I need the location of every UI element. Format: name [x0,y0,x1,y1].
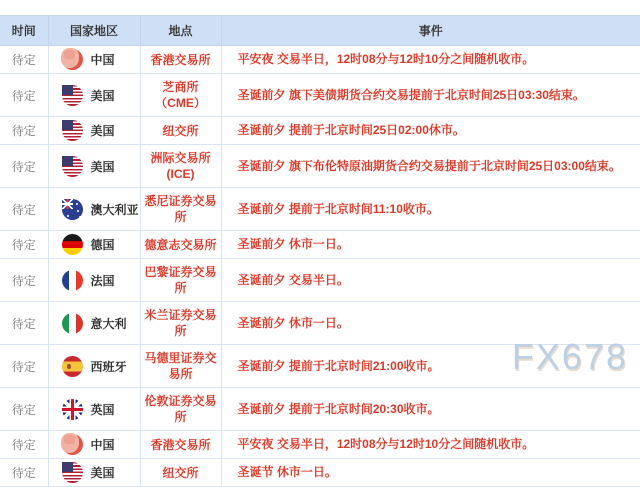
col-header-location: 地点 [140,16,221,46]
country-name: 法国 [90,273,115,288]
it-flag-icon [62,313,83,334]
us-flag-icon [62,120,83,141]
country-wrap [62,356,140,377]
fr-flag-icon [62,270,83,291]
event-cell: 圣诞前夕 休市一日。 [221,231,640,259]
time-cell: 待定 [0,431,48,459]
country-name: 意大利 [90,316,127,331]
country-name: 中国 [90,438,115,452]
country-name: 西班牙 [90,359,127,374]
country-wrap [62,199,140,220]
col-header-time: 时间 [0,16,48,46]
country-wrap [62,49,140,70]
location-cell: 巴黎证券交易所 [140,259,221,302]
event-cell: 平安夜 交易半日，12时08分与12时10分之间随机收市。 [221,46,640,74]
time-cell: 待定 [0,231,48,259]
country-wrap [62,399,140,420]
country-wrap [62,156,140,177]
table-head [0,16,640,46]
country-wrap [62,234,140,255]
time-cell: 待定 [0,345,48,388]
country-name: 英国 [90,402,115,417]
location-cell: 悉尼证券交易所 [140,188,221,231]
fx678-watermark: FX678 [511,336,628,377]
country-wrap [62,120,140,141]
event-cell: 圣诞节 休市一日。 [221,459,640,487]
table-row [0,231,640,259]
col-header-country: 国家地区 [48,16,140,46]
country-cell [48,46,140,74]
location-cell: 洲际交易所 (ICE) [140,145,221,188]
country-cell [48,145,140,188]
table-body [0,46,640,487]
country-name: 德国 [90,238,115,252]
country-name: 美国 [90,466,115,480]
holiday-table [0,15,640,487]
time-cell: 待定 [0,302,48,345]
us-flag-icon [62,462,83,483]
time-cell: 待定 [0,188,48,231]
country-wrap [62,434,140,455]
country-name: 澳大利亚 [90,202,139,217]
country-wrap [62,313,140,334]
location-cell: 芝商所（CME） [140,74,221,117]
cn-flag-icon [62,49,83,70]
table-row [0,302,640,345]
cn-flag-icon [62,434,83,455]
location-cell: 伦敦证券交易所 [140,388,221,431]
event-cell: 圣诞前夕 提前于北京时间21:00收市。 [221,345,640,388]
time-cell: 待定 [0,74,48,117]
event-cell: 圣诞前夕 提前于北京时间20:30收市。 [221,388,640,431]
event-cell: 圣诞前夕 提前于北京时间11:10收市。 [221,188,640,231]
table-row [0,145,640,188]
country-cell [48,188,140,231]
country-cell [48,117,140,145]
country-cell [48,431,140,459]
au-flag-icon [62,199,83,220]
table-row [0,46,640,74]
us-flag-icon [62,85,83,106]
location-cell: 纽交所 [140,459,221,487]
location-cell: 香港交易所 [140,46,221,74]
country-cell [48,231,140,259]
table-row [0,459,640,487]
country-wrap [62,270,140,291]
table-header-row [0,16,640,46]
country-wrap [62,462,140,483]
country-cell [48,259,140,302]
country-name: 美国 [90,159,115,174]
event-cell: 平安夜 交易半日，12时08分与12时10分之间随机收市。 [221,431,640,459]
table-row [0,188,640,231]
event-cell: 圣诞前夕 交易半日。 [221,259,640,302]
es-flag-icon [62,356,83,377]
country-cell [48,345,140,388]
location-cell: 香港交易所 [140,431,221,459]
country-cell [48,459,140,487]
de-flag-icon [62,234,83,255]
country-name: 美国 [90,124,115,138]
time-cell: 待定 [0,259,48,302]
time-cell: 待定 [0,388,48,431]
col-header-event: 事件 [221,16,640,46]
table-row [0,259,640,302]
event-cell: 圣诞前夕 提前于北京时间25日02:00休市。 [221,117,640,145]
event-cell: 圣诞前夕 休市一日。 [221,302,640,345]
country-name: 美国 [90,88,115,103]
table-row [0,431,640,459]
event-cell: 圣诞前夕 旗下布伦特原油期货合约交易提前于北京时间25日03:00结束。 [221,145,640,188]
country-wrap [62,85,140,106]
location-cell: 德意志交易所 [140,231,221,259]
table-row [0,117,640,145]
gb-flag-icon [62,399,83,420]
country-name: 中国 [90,53,115,67]
time-cell: 待定 [0,145,48,188]
table-row [0,345,640,388]
event-cell: 圣诞前夕 旗下美债期货合约交易提前于北京时间25日03:30结束。 [221,74,640,117]
table-row [0,388,640,431]
time-cell: 待定 [0,117,48,145]
location-cell: 纽交所 [140,117,221,145]
location-cell: 米兰证券交易所 [140,302,221,345]
time-cell: 待定 [0,46,48,74]
us-flag-icon [62,156,83,177]
country-cell [48,74,140,117]
country-cell [48,388,140,431]
time-cell: 待定 [0,459,48,487]
table-row [0,74,640,117]
country-cell [48,302,140,345]
location-cell: 马德里证券交易所 [140,345,221,388]
